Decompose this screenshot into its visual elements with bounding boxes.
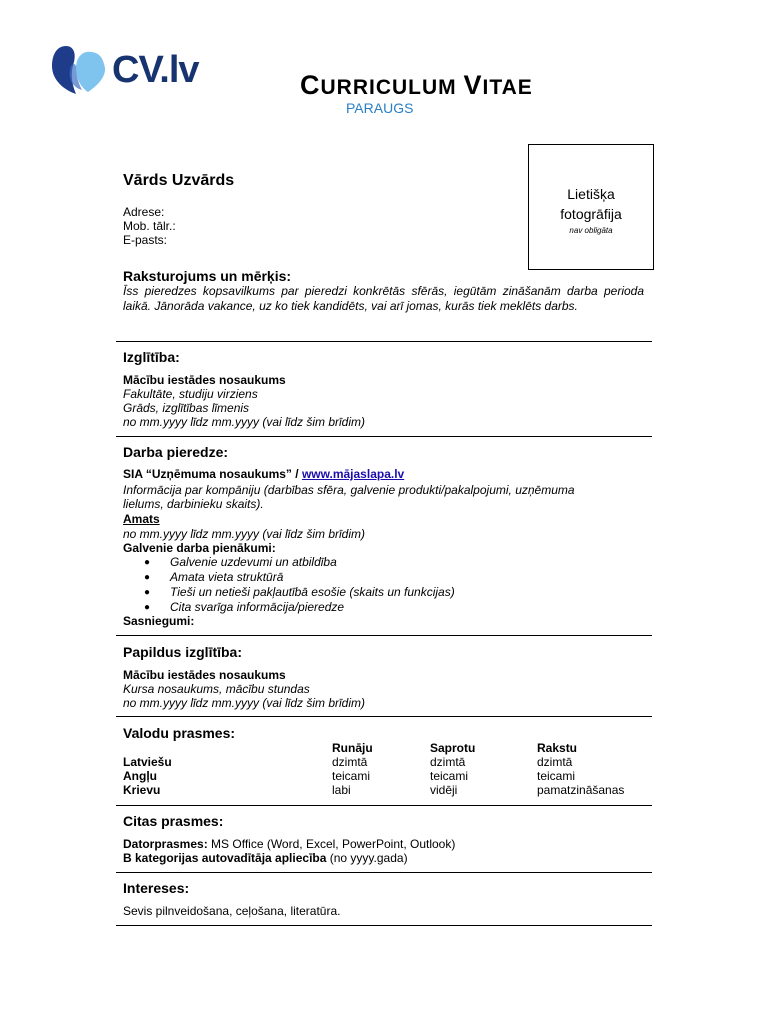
language-level: dzimtā [430, 755, 466, 769]
address-label: Adrese: [123, 205, 165, 219]
achievements-label: Sasniegumi: [123, 614, 195, 628]
language-level: teicami [537, 769, 576, 783]
duty-item: Tieši un netieši pakļautībā esošie (skaits un funkcijas) [170, 585, 455, 599]
experience-period: no mm.yyyy līdz mm.yyyy (vai līdz šim brīdim) [123, 527, 366, 541]
driving-license-value: (no yyyy.gada) [326, 851, 408, 865]
company-website-link[interactable]: www.mājaslapa.lv [301, 467, 405, 481]
photo-label-line2: fotogrāfija [560, 206, 622, 222]
language-name: Angļu [123, 769, 157, 783]
languages-heading: Valodu prasmes: [123, 725, 236, 741]
photo-label-line1: Lietišķa [567, 186, 615, 202]
phone-label: Mob. tālr.: [123, 219, 176, 233]
language-column-header: Runāju [332, 741, 373, 755]
section-divider [116, 341, 652, 342]
summary-text: Īss pieredzes kopsavilkums par pieredzi konkrētās sfērās, iegūtām zināšanām darba perioda laikā. Jānorāda vakance, uz ko tiek kandidēts, vai arī jomas, kurās tiek meklēts darbs. [123, 284, 644, 313]
language-level: dzimtā [332, 755, 368, 769]
additional-education-heading: Papildus izglītība: [123, 644, 243, 660]
education-period: no mm.yyyy līdz mm.yyyy (vai līdz šim brīdim) [123, 415, 366, 429]
language-level: dzimtā [537, 755, 573, 769]
page-title: CURRICULUM VITAE [300, 70, 533, 100]
driving-license-label: B kategorijas autovadītāja apliecība [123, 851, 327, 865]
language-level: teicami [430, 769, 469, 783]
bullet-icon: ● [144, 587, 151, 598]
duty-item: Amata vieta struktūrā [170, 570, 284, 584]
company-name: SIA “Uzņēmuma nosaukums” / [123, 467, 302, 481]
duty-item: Galvenie uzdevumi un atbildība [170, 555, 337, 569]
summary-heading: Raksturojums un mērķis: [123, 268, 292, 284]
additional-education-course: Kursa nosaukums, mācību stundas [123, 682, 310, 696]
bullet-icon: ● [144, 557, 151, 568]
section-divider [116, 635, 652, 636]
language-level: pamatzināšanas [537, 783, 625, 797]
language-level: teicami [332, 769, 371, 783]
additional-education-institution: Mācību iestādes nosaukums [123, 668, 286, 682]
education-faculty: Fakultāte, studiju virziens [123, 387, 258, 401]
duty-item: Cita svarīga informācija/pieredze [170, 600, 345, 614]
email-label: E-pasts: [123, 233, 168, 247]
bullet-icon: ● [144, 602, 151, 613]
section-divider [116, 805, 652, 806]
interests-heading: Intereses: [123, 880, 190, 896]
language-column-header: Rakstu [537, 741, 578, 755]
bullet-icon: ● [144, 572, 151, 583]
driving-license-line [123, 851, 408, 865]
company-line [123, 467, 404, 481]
language-name: Latviešu [123, 755, 172, 769]
section-divider [116, 436, 652, 437]
person-name: Vārds Uzvārds [123, 172, 235, 189]
computer-skills-line [123, 837, 455, 851]
education-heading: Izglītība: [123, 349, 180, 365]
other-skills-heading: Citas prasmes: [123, 813, 224, 829]
computer-skills-value: MS Office (Word, Excel, PowerPoint, Outlook) [207, 837, 456, 851]
duties-heading: Galvenie darba pienākumi: [123, 541, 276, 555]
interests-text: Sevis pilnveidošana, ceļošana, literatūra. [123, 904, 341, 918]
education-institution: Mācību iestādes nosaukums [123, 373, 286, 387]
section-divider [116, 716, 652, 717]
experience-heading: Darba pieredze: [123, 444, 229, 460]
company-info-line1: Informācija par kompāniju (darbības sfēra, galvenie produkti/pakalpojumi, uzņēmuma [123, 483, 575, 497]
language-level: vidēji [430, 783, 458, 797]
language-level: labi [332, 783, 351, 797]
additional-education-period: no mm.yyyy līdz mm.yyyy (vai līdz šim brīdim) [123, 696, 366, 710]
education-degree: Grāds, izglītības līmenis [123, 401, 250, 415]
logo-text: CV.lv [112, 49, 199, 91]
computer-skills-label: Datorprasmes: [123, 837, 208, 851]
position-title: Amats [123, 512, 160, 526]
page-subtitle: PARAUGS [346, 100, 414, 116]
language-column-header: Saprotu [430, 741, 476, 755]
section-divider [116, 872, 652, 873]
company-info-line2: lielums, darbinieku skaits). [123, 497, 264, 511]
section-divider [116, 925, 652, 926]
photo-note: nav obligāta [569, 226, 613, 235]
language-name: Krievu [123, 783, 161, 797]
